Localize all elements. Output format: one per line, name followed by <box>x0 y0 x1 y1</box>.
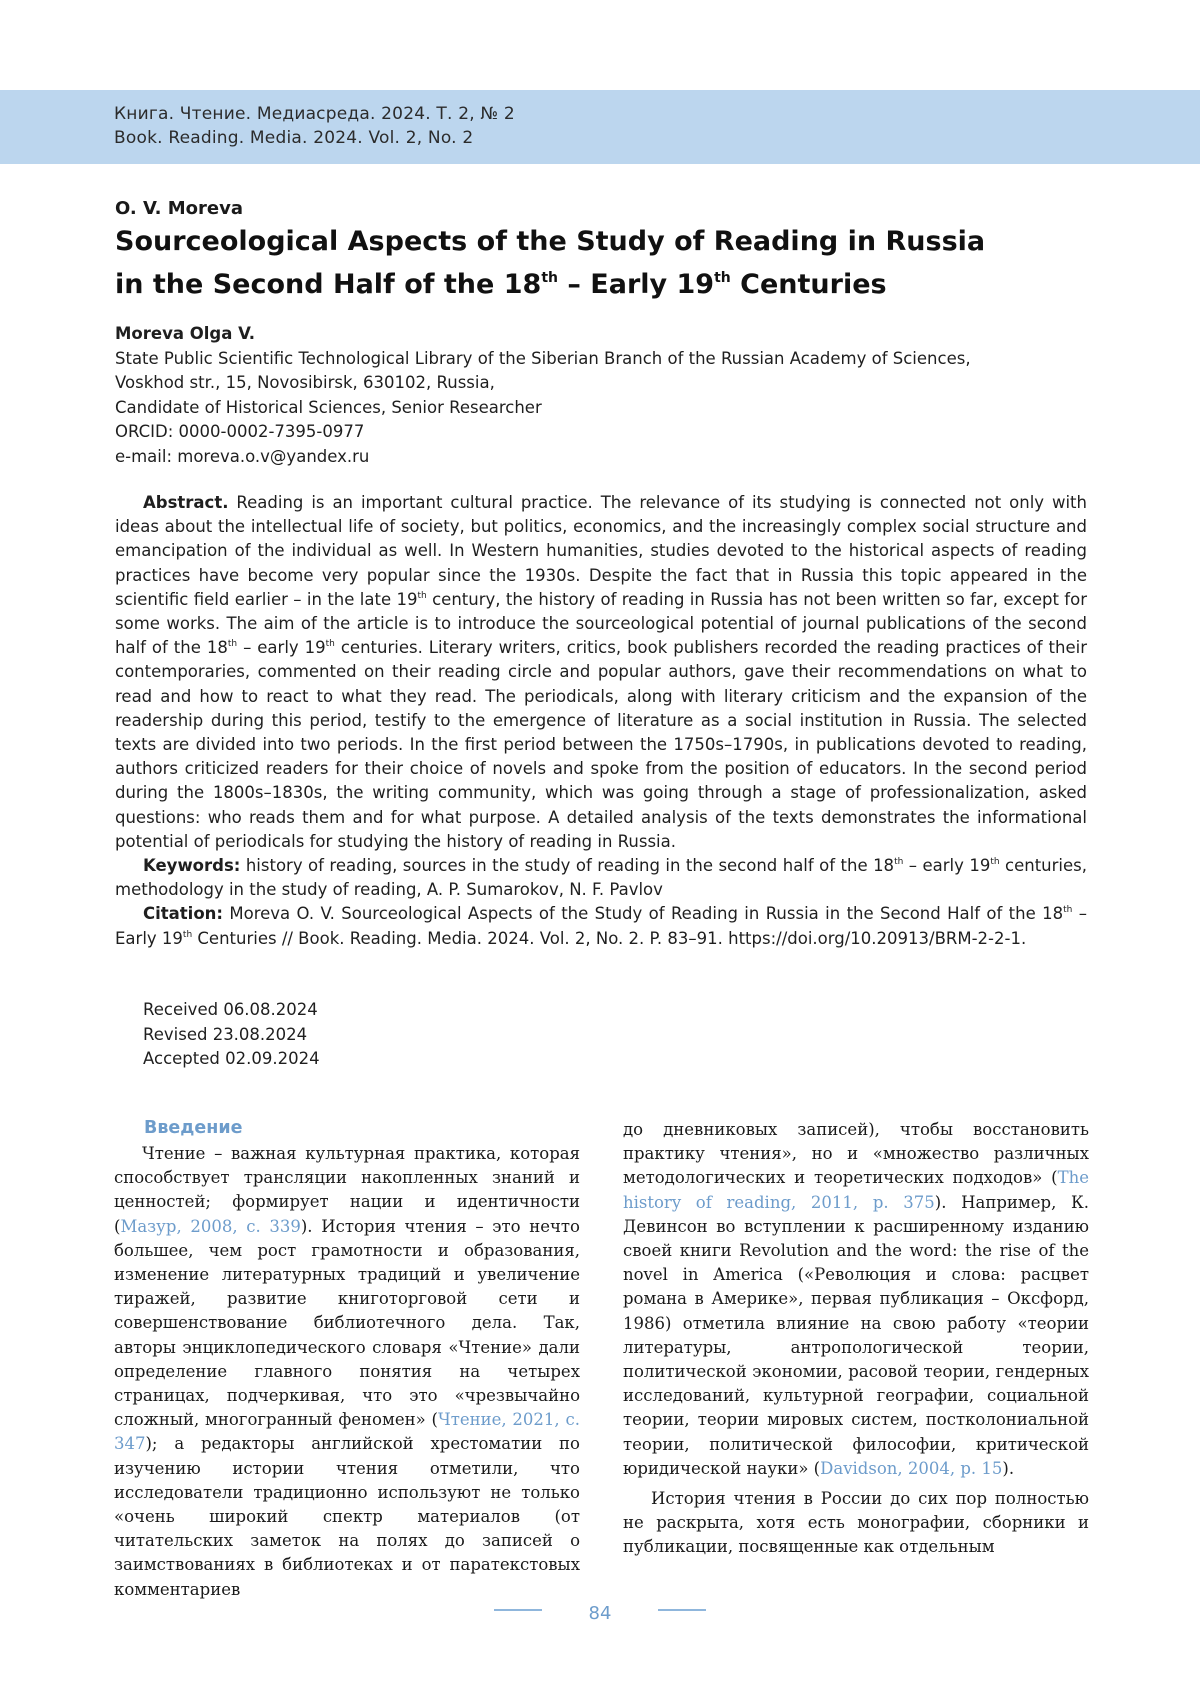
date-accepted: Accepted 02.09.2024 <box>143 1047 320 1072</box>
affiliation-email: e-mail: moreva.o.v@yandex.ru <box>115 445 971 470</box>
keywords-paragraph: Keywords: history of reading, sources in the study of reading in the second half of the 18th – early 19th centuries, methodology in the study of reading, A. P. Sumarokov, N. F. Pavlov <box>115 854 1087 902</box>
article-dates <box>143 998 320 1072</box>
body-paragraph: История чтения в России до сих пор полностью не раскрыта, хотя есть монографии, сборники и публикации, посвященные как отдельным <box>623 1487 1089 1560</box>
affiliation-degree: Candidate of Historical Sciences, Senior Researcher <box>115 396 971 421</box>
journal-name-en: Book. Reading. Media. 2024. Vol. 2, No. 2 <box>114 128 473 148</box>
journal-name-ru: Книга. Чтение. Медиасреда. 2024. Т. 2, № 2 <box>114 104 515 124</box>
page-number: 84 <box>580 1603 620 1624</box>
abstract-block <box>115 491 1087 951</box>
citation-paragraph: Citation: Moreva O. V. Sourceological Aspects of the Study of Reading in Russia in the Second Half of the 18th – Early 19th Centuries // Book. Reading. Media. 2024. Vol. 2, No. 2. P. 83–91. https://doi.org/10.20913/BRM-2-2-1. <box>115 902 1087 950</box>
journal-header-band <box>0 90 1200 164</box>
date-revised: Revised 23.08.2024 <box>143 1023 320 1048</box>
affiliation-address: Voskhod str., 15, Novosibirsk, 630102, Russia, <box>115 371 971 396</box>
article-title: Sourceological Aspects of the Study of Reading in Russia in the Second Half of the 18th – Early 19th Centuries <box>115 224 985 303</box>
footer-rule-right <box>658 1609 706 1611</box>
body-column-right <box>623 1118 1089 1560</box>
body-paragraph: до дневниковых записей), чтобы восстановить практику чтения», но и «множество различных методологических и теоретических подходов» (The history of reading, 2011, p. 375). Например, К. Девинсон во вступлении к расширенному изданию своей книги Revolution and the word: the rise of the novel in America («Революция и слова: расцвет романа в Америке», первая публикация – Оксфорд, 1986) отметила влияние на свою работу «теории литературы, антропологической теории, политической экономии, расовой теории, гендерных исследований, культурной географии, социальной теории, теории мировых систем, постколониальной теории, политической философии, критической юридической науки» (Davidson, 2004, p. 15). <box>623 1118 1089 1481</box>
affiliation-org: State Public Scientific Technological Library of the Siberian Branch of the Russian Academy of Sciences, <box>115 347 971 372</box>
affiliation-orcid: ORCID: 0000-0002-7395-0977 <box>115 420 971 445</box>
author-short: O. V. Moreva <box>115 198 243 219</box>
author-affiliation <box>115 322 971 469</box>
body-column-left <box>114 1142 580 1602</box>
citation-link[interactable]: The history of reading, 2011, p. 375 <box>623 1168 1089 1211</box>
citation-link[interactable]: Чтение, 2021, с. 347 <box>114 1410 580 1453</box>
citation-link[interactable]: Мазур, 2008, с. 339 <box>120 1217 300 1236</box>
citation-link[interactable]: Davidson, 2004, p. 15 <box>820 1459 1002 1478</box>
abstract-paragraph: Abstract. Reading is an important cultural practice. The relevance of its studying is connected not only with ideas about the intellectual life of society, but politics, economics, and the increasingly complex social structure and emancipation of the individual as well. In Western humanities, studies devoted to the historical aspects of reading practices have become very popular since the 1930s. Despite the fact that in Russia this topic appeared in the scientific field earlier – in the late 19th century, the history of reading in Russia has not been written so far, except for some works. The aim of the article is to introduce the sourceological potential of journal publications of the second half of the 18th – early 19th centuries. Literary writers, critics, book publishers recorded the reading practices of their contemporaries, commented on their reading circle and popular authors, gave their recommendations on what to read and how to react to what they read. The periodicals, along with literary criticism and the expansion of the readership during this period, testify to the emergence of literature as a social institution in Russia. The selected texts are divided into two periods. In the first period between the 1750s–1790s, in publications devoted to reading, authors criticized readers for their choice of novels and spoke from the position of educators. In the second period during the 1800s–1830s, the writing community, which was going through a stage of professionalization, asked questions: who reads them and for what purpose. A detailed analysis of the texts demonstrates the informational potential of periodicals for studying the history of reading in Russia. <box>115 491 1087 854</box>
footer-rule-left <box>494 1609 542 1611</box>
section-heading: Введение <box>144 1116 243 1140</box>
body-paragraph: Чтение – важная культурная практика, которая способствует трансляции накопленных знаний и ценностей; формирует нации и идентичности (Мазур, 2008, с. 339). История чтения – это нечто большее, чем рост грамотности и образования, изменение литературных традиций и увеличение тиражей, развитие книготорговой сети и совершенствование библиотечного дела. Так, авторы энциклопедического словаря «Чтение» дали определение главного понятия на четырех страницах, подчеркивая, что это «чрезвычайно сложный, многогранный феномен» (Чтение, 2021, с. 347); а редакторы английской хрестоматии по изучению истории чтения отметили, что исследователи традиционно используют не только «очень широкий спектр материалов (от читательских заметок на полях до записей о заимствованиях в библиотеках и от паратекстовых комментариев <box>114 1142 580 1602</box>
date-received: Received 06.08.2024 <box>143 998 320 1023</box>
author-name: Moreva Olga V. <box>115 322 971 347</box>
